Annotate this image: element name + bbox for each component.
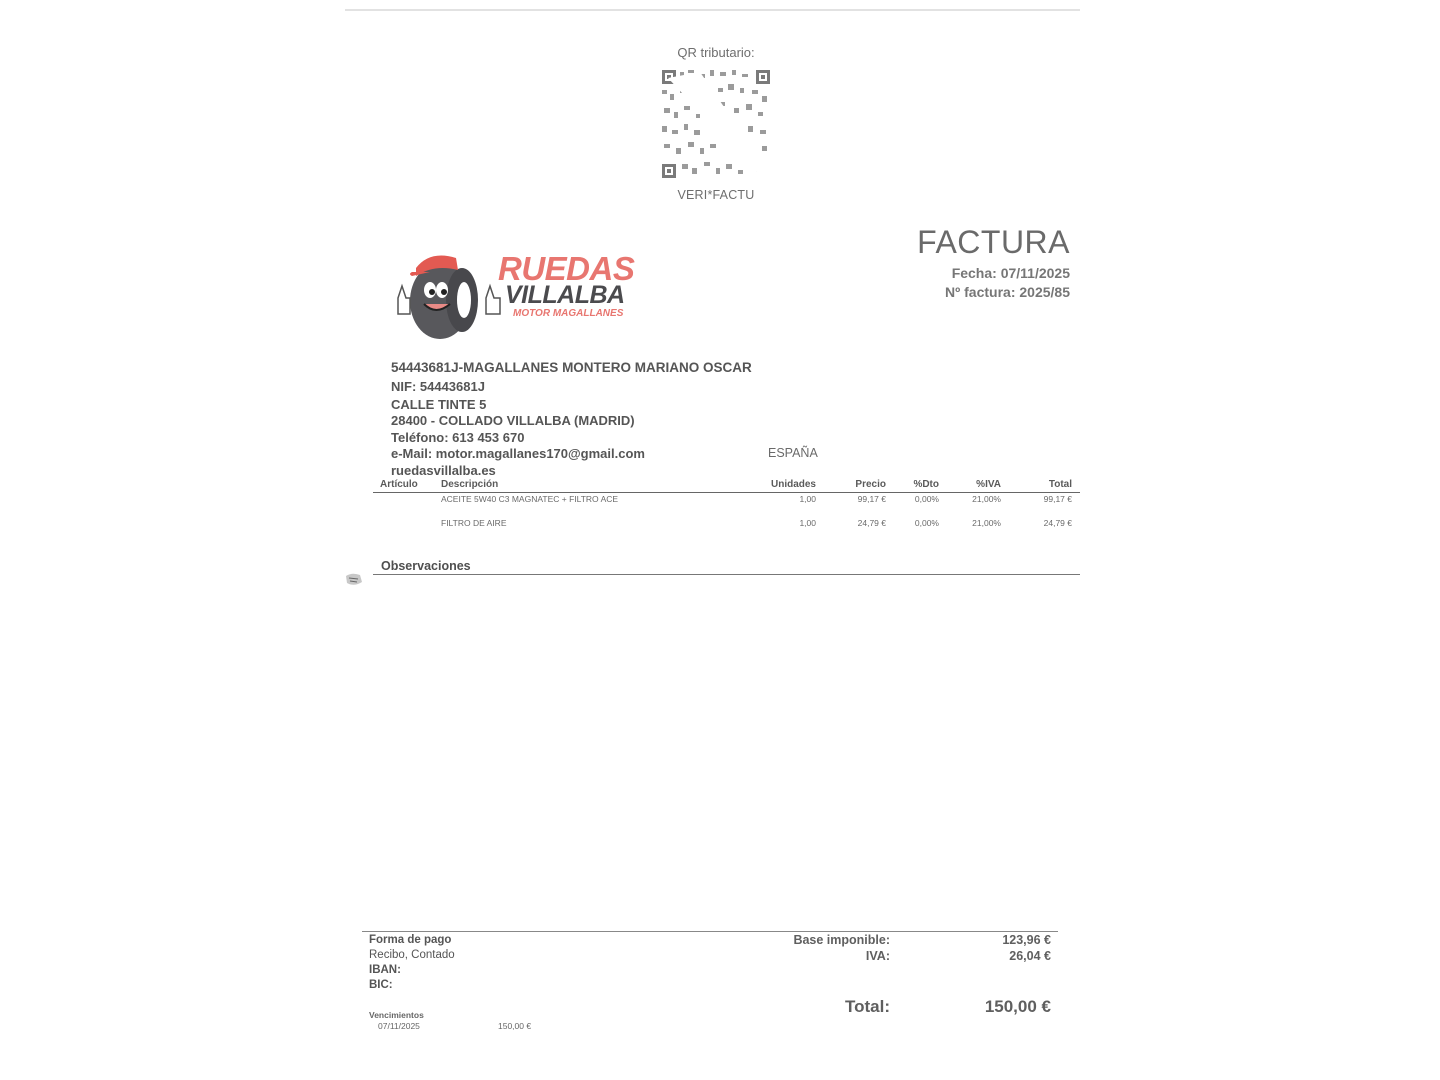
cell-iva: 21,00% bbox=[972, 494, 1001, 504]
issuer-street: CALLE TINTE 5 bbox=[391, 397, 487, 412]
table-header-rule bbox=[373, 492, 1080, 493]
base-imponible-label: Base imponible: bbox=[793, 933, 890, 947]
cell-total: 99,17 € bbox=[1043, 494, 1072, 504]
logo-wordmark-villalba: VILLALBA bbox=[505, 281, 625, 309]
cell-precio: 24,79 € bbox=[857, 518, 886, 528]
col-header-descripcion: Descripción bbox=[441, 479, 499, 490]
invoice-date: Fecha: 07/11/2025 bbox=[951, 265, 1070, 281]
base-imponible-value: 123,96 € bbox=[1002, 933, 1051, 947]
issuer-country: ESPAÑA bbox=[768, 446, 818, 460]
scan-smudge-icon bbox=[344, 570, 364, 588]
qr-code-icon bbox=[660, 68, 772, 180]
cell-dto: 0,00% bbox=[914, 494, 939, 504]
cell-unidades: 1,00 bbox=[799, 494, 816, 504]
verifactu-caption: VERI*FACTU bbox=[677, 188, 755, 202]
cell-unidades: 1,00 bbox=[799, 518, 816, 528]
iva-label: IVA: bbox=[865, 949, 890, 963]
cell-iva: 21,00% bbox=[972, 518, 1001, 528]
qr-label: QR tributario: bbox=[677, 45, 755, 60]
payment-method-label: Forma de pago bbox=[369, 934, 452, 946]
bic-label: BIC: bbox=[369, 979, 393, 991]
due-amount: 150,00 € bbox=[498, 1021, 532, 1031]
issuer-city: 28400 - COLLADO VILLALBA (MADRID) bbox=[391, 413, 635, 428]
logo-wordmark-ruedas: RUEDAS bbox=[498, 250, 635, 287]
observations-rule bbox=[373, 574, 1080, 575]
issuer-phone: Teléfono: 613 453 670 bbox=[391, 430, 525, 445]
logo-tagline: MOTOR MAGALLANES bbox=[513, 308, 624, 319]
total-label: Total: bbox=[844, 997, 890, 1016]
cell-dto: 0,00% bbox=[914, 518, 939, 528]
payment-method-value: Recibo, Contado bbox=[369, 949, 455, 961]
invoice-number: Nº factura: 2025/85 bbox=[945, 284, 1070, 300]
issuer-name: 54443681J-MAGALLANES MONTERO MARIANO OSCAR bbox=[391, 360, 752, 375]
document-title: FACTURA bbox=[917, 224, 1070, 260]
col-header-total: Total bbox=[1048, 479, 1072, 490]
page-top-border bbox=[345, 9, 1080, 11]
col-header-precio: Precio bbox=[855, 479, 886, 490]
iva-value: 26,04 € bbox=[1009, 949, 1051, 963]
observations-label: Observaciones bbox=[381, 559, 471, 573]
col-header-articulo: Artículo bbox=[380, 479, 418, 490]
col-header-unidades: Unidades bbox=[770, 479, 816, 490]
col-header-iva: %IVA bbox=[976, 479, 1001, 490]
cell-descripcion: FILTRO DE AIRE bbox=[441, 518, 507, 528]
issuer-nif: NIF: 54443681J bbox=[391, 379, 485, 394]
footer-rule bbox=[362, 931, 1058, 932]
cell-precio: 99,17 € bbox=[857, 494, 886, 504]
due-dates-label: Vencimientos bbox=[369, 1010, 424, 1020]
due-date: 07/11/2025 bbox=[378, 1021, 420, 1031]
issuer-email: e-Mail: motor.magallanes170@gmail.com bbox=[391, 446, 645, 461]
total-value: 150,00 € bbox=[984, 997, 1051, 1016]
col-header-dto: %Dto bbox=[913, 479, 939, 490]
iban-label: IBAN: bbox=[369, 964, 401, 976]
issuer-website: ruedasvillalba.es bbox=[391, 463, 496, 478]
cell-total: 24,79 € bbox=[1043, 518, 1072, 528]
cell-descripcion: ACEITE 5W40 C3 MAGNATEC + FILTRO ACE bbox=[441, 494, 619, 504]
